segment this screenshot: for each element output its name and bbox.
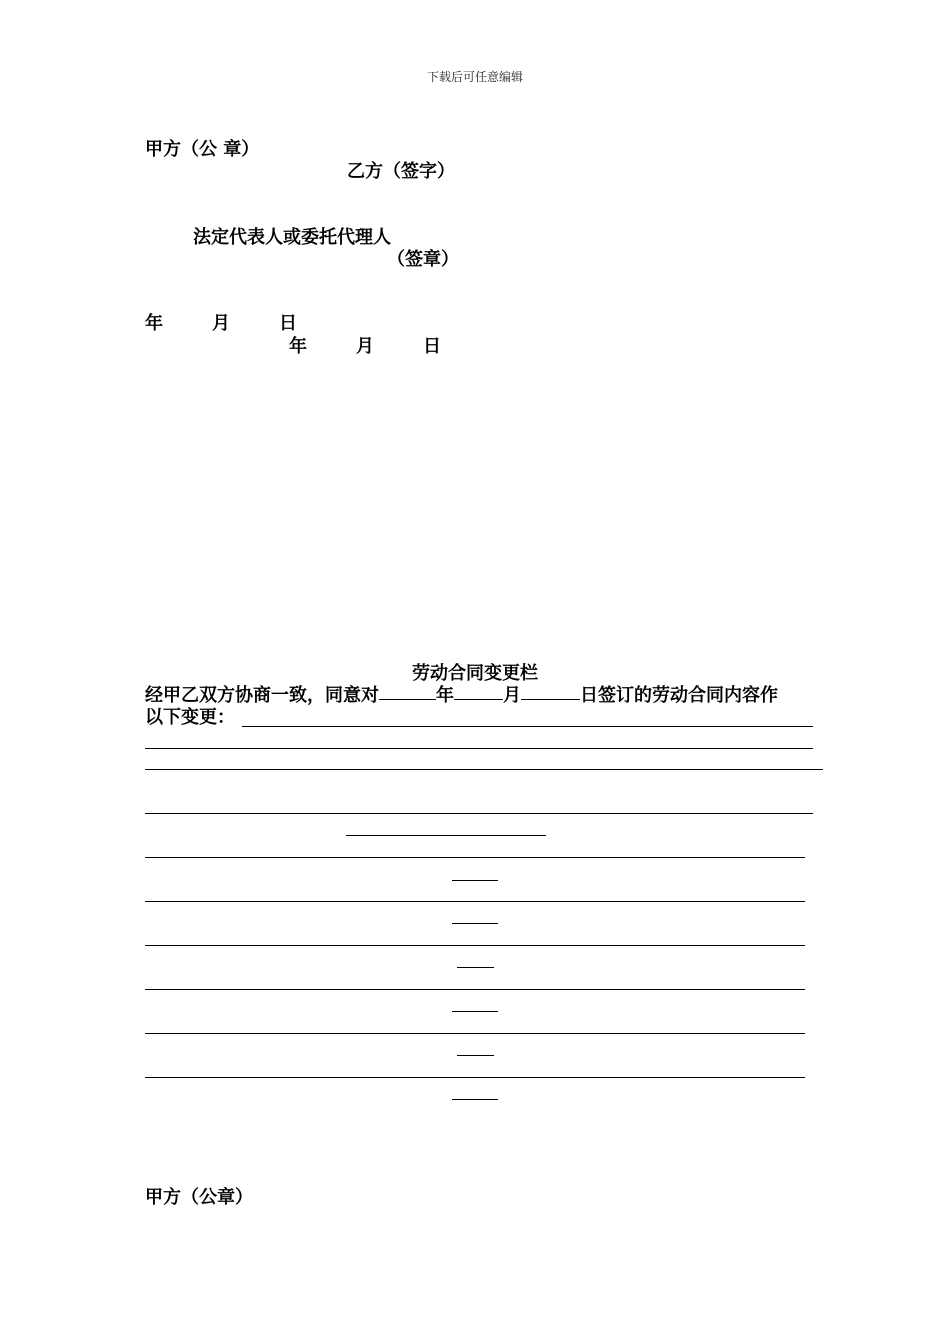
change-content-line[interactable] [242, 726, 813, 727]
date-a-day: 日 [279, 313, 297, 334]
change-content-line[interactable] [145, 1077, 805, 1078]
short-line[interactable] [457, 1055, 494, 1056]
change-content-line[interactable] [145, 1033, 805, 1034]
change-content-line[interactable] [145, 989, 805, 990]
change-prefix: 以下变更： [145, 707, 235, 728]
short-line[interactable] [452, 1011, 498, 1012]
date-b-day: 日 [423, 336, 441, 357]
footer-party-a-label: 甲方（公章） [145, 1187, 253, 1208]
date-a-month: 月 [212, 313, 230, 334]
date-b-year: 年 [289, 336, 307, 357]
party-a-label: 甲方（公 章） [145, 139, 260, 160]
header-note: 下载后可任意编辑 [426, 70, 523, 84]
seal-label: （签章） [387, 249, 459, 270]
change-content-line[interactable] [145, 901, 805, 902]
change-content-line[interactable] [145, 945, 805, 946]
change-section-title: 劳动合同变更栏 [412, 663, 538, 684]
date-a-year: 年 [145, 313, 163, 334]
short-line[interactable] [452, 923, 498, 924]
change-statement-line1 [145, 685, 778, 707]
short-line[interactable] [457, 967, 494, 968]
change-content-line[interactable] [145, 813, 813, 814]
change-content-line[interactable] [145, 748, 813, 749]
short-line[interactable] [452, 880, 498, 881]
legal-rep-label: 法定代表人或委托代理人 [193, 227, 391, 248]
month-label: 月 [503, 685, 521, 706]
date-b-month: 月 [356, 336, 374, 357]
statement-prefix: 经甲乙双方协商一致，同意对 [145, 685, 379, 706]
change-content-line[interactable] [145, 769, 823, 770]
statement-suffix: 日签订的劳动合同内容作 [580, 685, 778, 706]
party-b-label: 乙方（签字） [347, 161, 455, 182]
year-label: 年 [436, 685, 454, 706]
short-line[interactable] [452, 1099, 498, 1100]
change-content-line[interactable] [145, 857, 805, 858]
change-content-line[interactable] [346, 835, 546, 836]
change-statement-line2 [145, 707, 235, 729]
